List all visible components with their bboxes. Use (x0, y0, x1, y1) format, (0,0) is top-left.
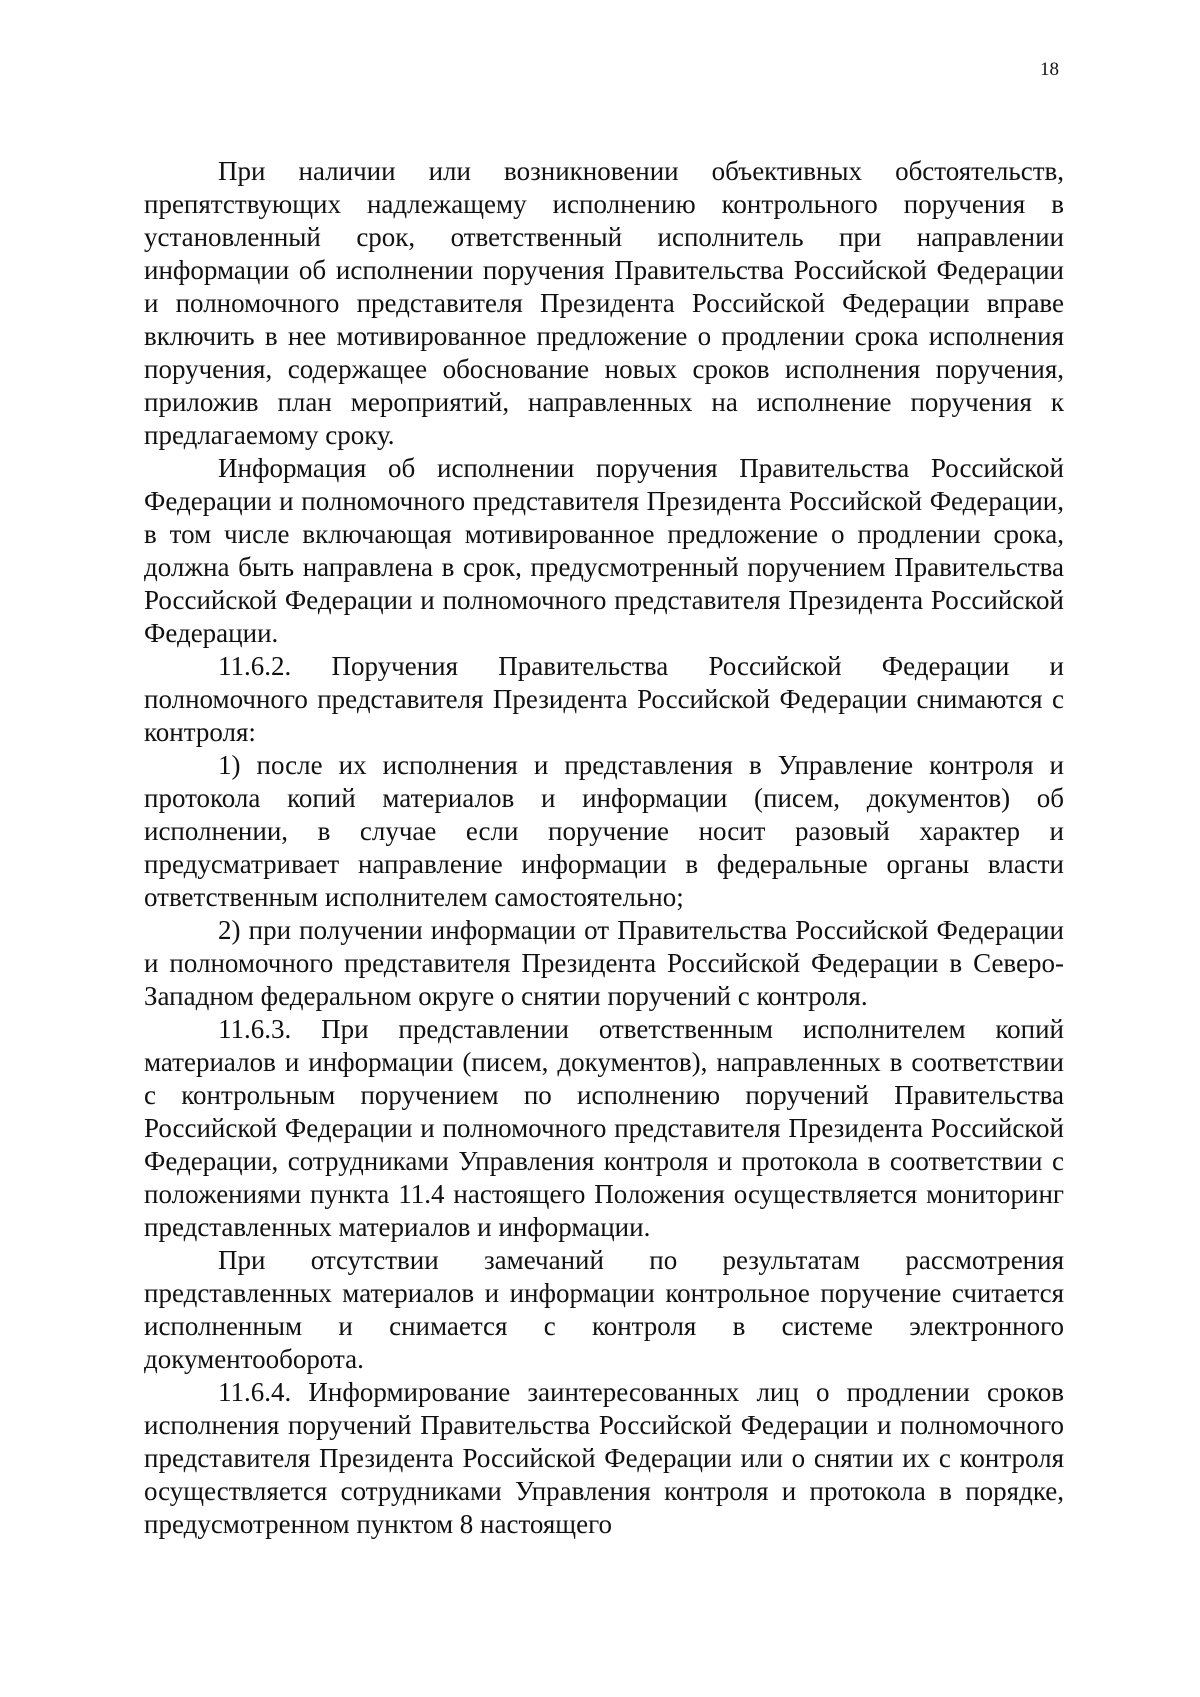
paragraph-11-6-3: 11.6.3. При представлении ответственным исполнителем копий материалов и информации (писем, документов), направленных в соответствии с контрольным поручением по исполнению поручений Правительства Российской Федерации и полномочного представителя Президента Российской Федерации, сотрудниками Управления контроля и протокола в соответствии с положениями пункта 11.4 настоящего Положения осуществляется мониторинг представленных материалов и информации. (144, 1014, 1064, 1242)
paragraph-deadline-extension: При наличии или возникновении объективных обстоятельств, препятствующих надлежащему исполнению контрольного поручения в установленный срок, ответственный исполнитель при направлении информации об исполнении поручения Правительства Российской Федерации и полномочного представителя Президента Российской Федерации вправе включить в нее мотивированное предложение о продлении срока исполнения поручения, содержащее обоснование новых сроков исполнения поручения, приложив план мероприятий, направленных на исполнение поручения к предлагаемому сроку. (144, 156, 1064, 450)
paragraph-item-1: 1) после их исполнения и представления в Управление контроля и протокола копий материалов и информации (писем, документов) об исполнении, в случае если поручение носит разовый характер и предусматривает направление информации в федеральные органы власти ответственным исполнителем самостоятельно; (144, 750, 1064, 912)
paragraph-11-6-4: 11.6.4. Информирование заинтересованных лиц о продлении сроков исполнения поручений Правительства Российской Федерации и полномочного представителя Президента Российской Федерации или о снятии их с контроля осуществляется сотрудниками Управления контроля и протокола в порядке, предусмотренном пунктом 8 настоящего (144, 1377, 1064, 1539)
document-body (144, 155, 1064, 1541)
paragraph-execution-information: Информация об исполнении поручения Правительства Российской Федерации и полномочного представителя Президента Российской Федерации, в том числе включающая мотивированное предложение о продлении срока, должна быть направлена в срок, предусмотренный поручением Правительства Российской Федерации и полномочного представителя Президента Российской Федерации. (144, 453, 1064, 648)
paragraph-11-6-2: 11.6.2. Поручения Правительства Российской Федерации и полномочного представителя Президента Российской Федерации снимаются с контроля: (144, 651, 1064, 747)
paragraph-item-2: 2) при получении информации от Правительства Российской Федерации и полномочного представителя Президента Российской Федерации в Северо-Западном федеральном округе о снятии поручений с контроля. (144, 915, 1064, 1011)
paragraph-no-remarks: При отсутствии замечаний по результатам рассмотрения представленных материалов и информации контрольное поручение считается исполненным и снимается с контроля в системе электронного документооборота. (144, 1245, 1064, 1374)
page-number: 18 (1040, 59, 1059, 80)
